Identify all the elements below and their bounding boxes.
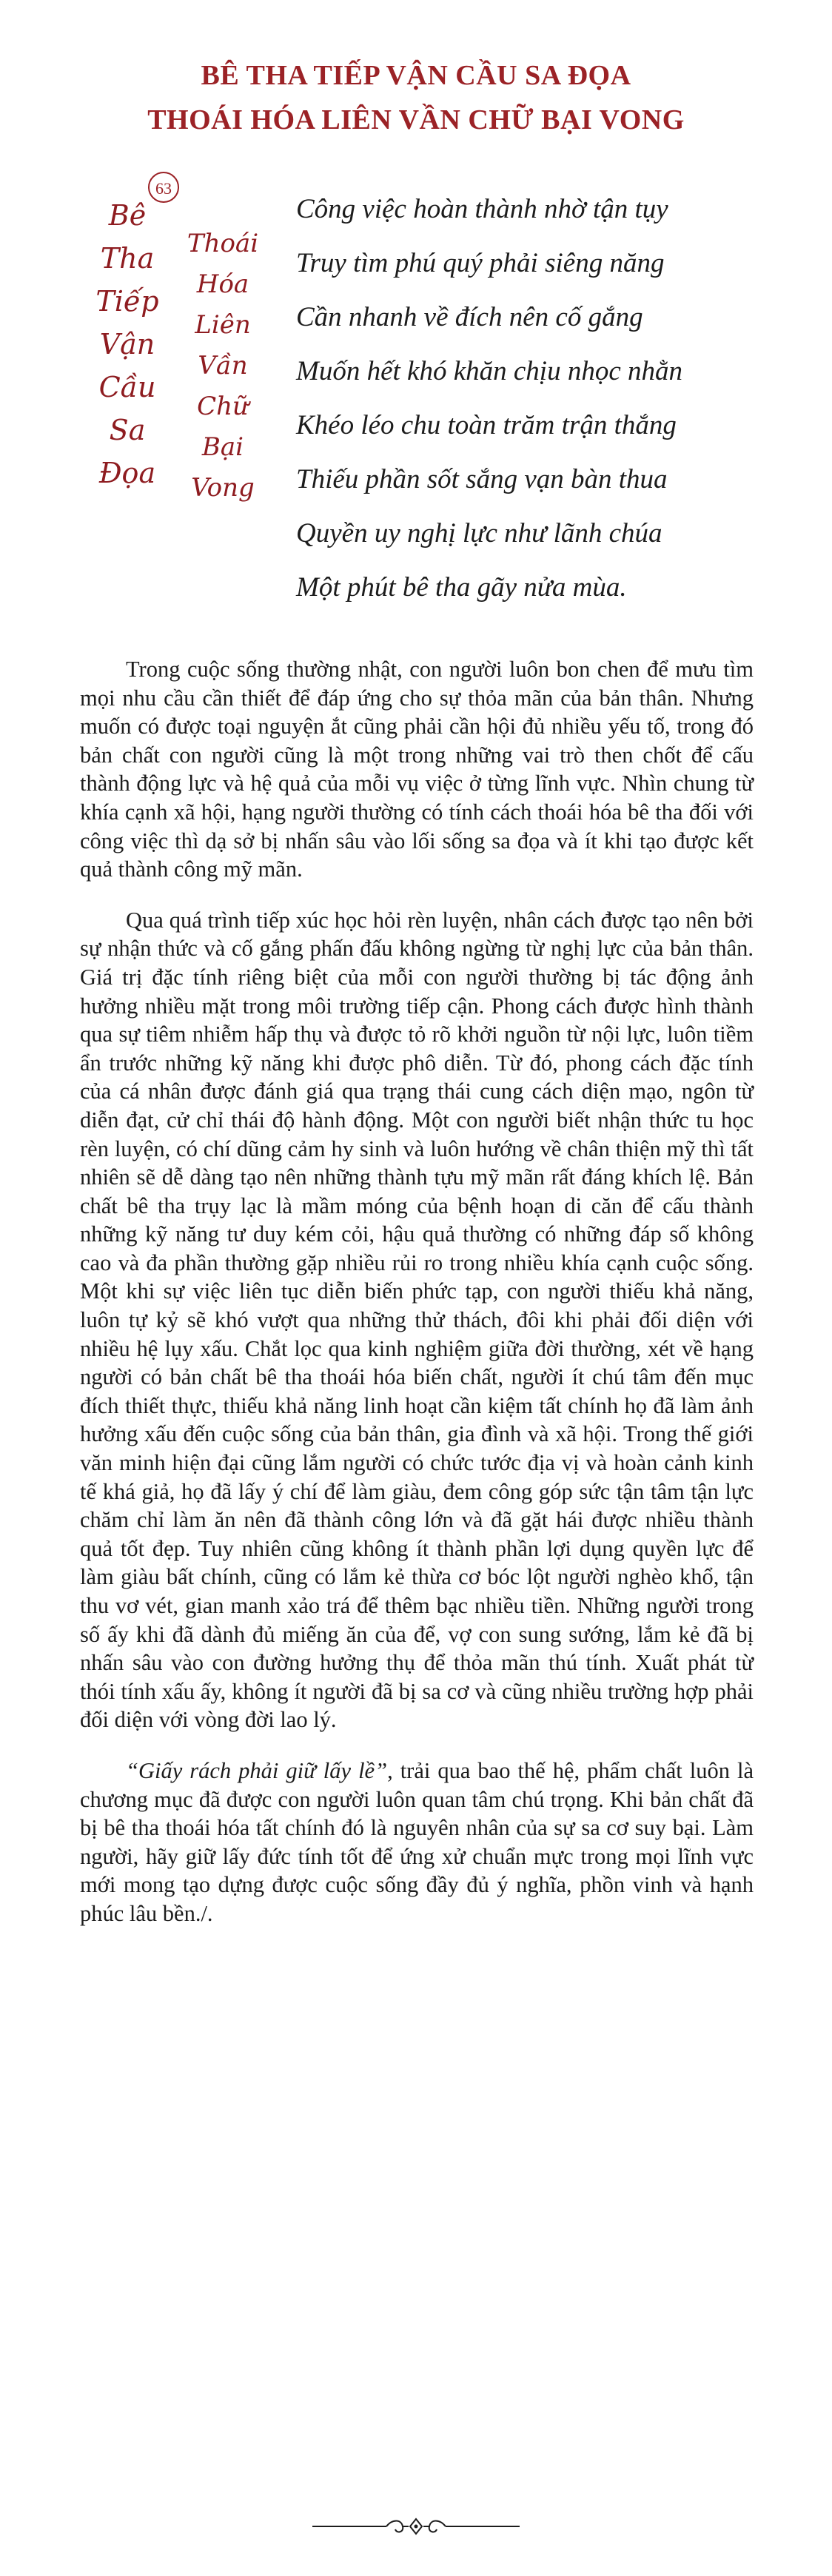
- poem: [296, 182, 785, 614]
- poem-line: Khéo léo chu toàn trăm trận thắng: [296, 410, 677, 440]
- poem-line: Một phút bê tha gãy nửa mùa.: [296, 572, 627, 603]
- poem-line: Quyền uy nghị lực như lãnh chúa: [296, 518, 662, 549]
- poem-line: Cần nhanh về đích nên cố gắng: [296, 302, 643, 332]
- calligraphy-word: Bê: [108, 199, 147, 232]
- calligraphy-word: Bại: [201, 432, 244, 462]
- title-line-1: BÊ THA TIẾP VẬN CẦU SA ĐỌA: [201, 60, 631, 91]
- poem-number-badge: 63: [148, 172, 179, 203]
- paragraph-2: Qua quá trình tiếp xúc học hỏi rèn luyện, nhân cách được tạo nên bởi sự nhận thức và cố gắng phấn đấu không ngừng từ nghị lực của bản thân. Giá trị đặc tính riêng biệt của mỗi con người thường bị tác động ảnh hưởng nhiều mặt trong môi trường tiếp cận. Phong cách được hình thành qua sự tiêm nhiễm hấp thụ và được tỏ rõ khởi nguồn từ nội lực, luôn tiềm ẩn trước những kỹ năng khi được phô diễn. Từ đó, phong cách đặc tính của cá nhân được đánh giá qua trạng thái cung cách diện mạo, ngôn từ diễn đạt, cử chỉ thái độ hành động. Một con người biết nhận thức tu học rèn luyện, có chí dũng cảm hy sinh và luôn hướng về chân thiện mỹ thì tất nhiên sẽ dễ dàng tạo nên những thành tựu mỹ mãn rất đáng khích lệ. Bản chất bê tha trụy lạc là mầm móng của bệnh hoạn di căn để cấu thành những kỹ năng tư duy kém cỏi, hậu quả thường có những đáp số không cao và đa phần thường gặp nhiều rủi ro trong nhiều khía cạnh cuộc sống. Một khi sự việc liên tục diễn biến phức tạp, con người thiếu khả năng, luôn tự kỷ sẽ khó vượt qua những thử thách, đôi khi phải đối diện với nhiều hệ lụy xấu. Chắt lọc qua kinh nghiệm giữa đời thường, xét về hạng người có bản chất bê tha thoái hóa biến chất, người ít chú tâm đến mục đích thiết thực, thiếu khả năng linh hoạt cần kiệm tất chính họ đã làm ảnh hưởng xấu đến cuộc sống của bản thân, gia đình và xã hội. Trong thế giới văn minh hiện đại cũng lắm người có chức tước địa vị và hoàn cảnh kinh tế khá giả, họ đã lấy ý chí để làm giàu, đem công góp sức tận tâm tận lực chăm chỉ làm ăn nên đã thành công lớn và đã gặt hái được nhiều thành quả tốt đẹp. Tuy nhiên cũng không ít thành phần lợi dụng quyền lực để làm giàu bất chính, cũng có lắm kẻ thừa cơ bóc lột người nghèo khổ, tận thu vơ vét, gian manh xảo trá để thêm bạc nhiều tiền. Những người trong số ấy khi đã dành đủ miếng ăn của để, vợ con sung sướng, lắm kẻ đã bị nhấn sâu vào con đường hưởng thụ để thỏa mãn thú tính. Xuất phát từ thói tính xấu ấy, không ít người đã bị sa cơ và cũng nhiều trường hợp phải đối diện với vòng đời lao lý.: [80, 907, 754, 1733]
- calligraphy-word: Tiếp: [95, 285, 159, 318]
- calligraphy-word: Vần: [198, 351, 248, 380]
- title-line-2: THOÁI HÓA LIÊN VẦN CHỮ BẠI VONG: [147, 104, 685, 135]
- page-title: [0, 53, 832, 142]
- scroll-ornament-icon: [305, 2515, 527, 2538]
- calligraphy-word: Hóa: [196, 269, 249, 299]
- proverb-quote: “Giấy rách phải giữ lấy lề”: [126, 1757, 388, 1783]
- calligraphy-word: Vong: [191, 473, 255, 503]
- calligraphy-word: Cầu: [98, 371, 156, 403]
- poem-line: Thiếu phần sốt sắng vạn bàn thua: [296, 464, 668, 494]
- article-body: [80, 655, 754, 1951]
- poem-line: Truy tìm phú quý phải siêng năng: [296, 248, 665, 278]
- poem-line: Muốn hết khó khăn chịu nhọc nhằn: [296, 356, 682, 386]
- calligraphy-column-right: [172, 224, 274, 509]
- calligraphy-word: Sa: [109, 414, 146, 446]
- paragraph-1: Trong cuộc sống thường nhật, con người luôn bon chen để mưu tìm mọi nhu cầu cần thiết để đáp ứng cho sự thỏa mãn của bản thân. Nhưng muốn có được toại nguyện ắt cũng phải cần hội đủ nhiều yếu tố, trong đó bản chất con người cũng là một trong những vai trò then chốt để cấu thành động lực và hệ quả của mỗi vụ việc ở từng lĩnh vực. Nhìn chung từ khía cạnh xã hội, hạng người thường có tính cách thoái hóa bê tha đối với công việc thì dạ sở bị nhấn sâu vào lối sống sa đọa và ít khi tạo được kết quả thành công mỹ mãn.: [80, 657, 754, 882]
- paragraph-3-text: , trải qua bao thế hệ, phẩm chất luôn là chương mục đã được con người luôn quan tâm chú trọng. Khi bản chất đã bị bê tha thoái hóa tất chính đó là nguyên nhân của sự sa cơ suy bại. Làm người, hãy giữ lấy đức tính tốt để ứng xử chuẩn mực trong mọi lĩnh vực mới mong tạo dựng được cuộc sống đầy đủ ý nghĩa, phồn vinh và hạnh phúc lâu bền./.: [80, 1757, 754, 1926]
- calligraphy-word: Chữ: [197, 392, 249, 421]
- calligraphy-word: Liên: [195, 310, 251, 340]
- calligraphy-word: Vận: [99, 328, 155, 360]
- calligraphy-word: Tha: [100, 242, 155, 275]
- paragraph-3: [80, 1757, 754, 1928]
- calligraphy-word: Thoái: [187, 229, 259, 258]
- calligraphy-word: Đọa: [98, 457, 156, 489]
- calligraphy-column-left: [83, 194, 172, 494]
- poem-line: Công việc hoàn thành nhờ tận tụy: [296, 194, 668, 224]
